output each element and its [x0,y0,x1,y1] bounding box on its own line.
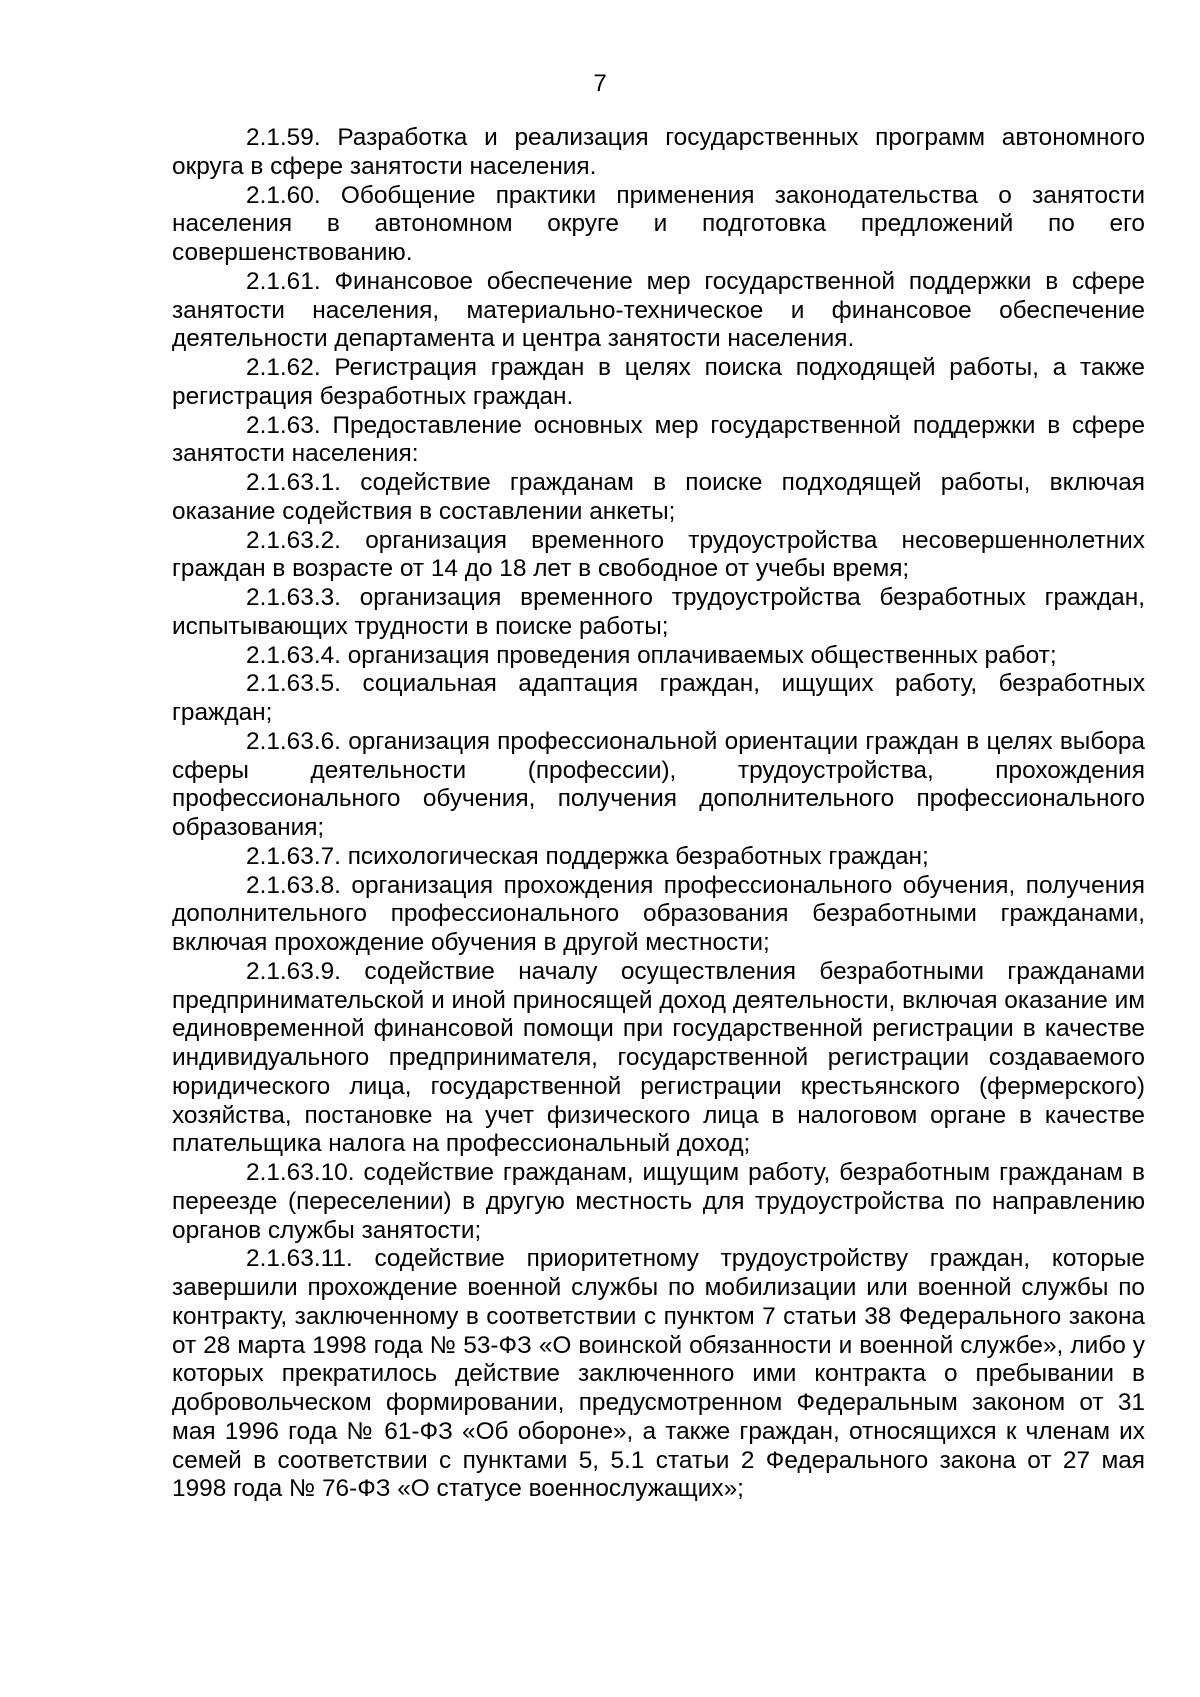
clause-text: содействие гражданам, ищущим работу, безработным гражданам в переезде (переселении) в другую местность для трудоустройства по направлению органов службы занятости; [172,1159,1145,1244]
page-number: 7 [593,70,607,97]
clause-number: 2.1.62. [246,354,321,381]
clause-number: 2.1.63.7. [246,842,341,870]
clause-text: Разработка и реализация государственных программ автономного округа в сфере занятости населения. [172,124,1146,180]
paragraph-2-1-62 [172,354,1145,412]
clause-number: 2.1.59. [246,124,321,151]
paragraph-2-1-61 [172,268,1145,354]
clause-number: 2.1.63.2. [246,526,341,554]
clause-text: организация проведения оплачиваемых общественных работ; [347,641,1057,669]
clause-text: содействие гражданам в поиске подходящей работы, включая оказание содействия в составлении анкеты; [172,469,1145,525]
clause-number: 2.1.63.9. [246,957,341,985]
clause-text: содействие началу осуществления безработными гражданами предпринимательской и иной приносящей доход деятельности, включая оказание им единовременной финансовой помощи при государственной регистрации в качестве индивидуального предпринимателя, государственной регистрации создаваемого юридического лица, государственной регистрации крестьянского (фермерского) хозяйства, постановке на учет физического лица в налоговом органе в качестве плательщика налога на профессиональный доход; [172,957,1145,1158]
clause-text: социальная адаптация граждан, ищущих работу, безработных граждан; [172,670,1146,726]
clause-number: 2.1.63.8. [246,871,341,899]
document-body [172,124,1145,1504]
paragraph-2-1-63-9 [172,958,1145,1159]
paragraph-2-1-63-6 [172,728,1145,843]
paragraph-2-1-60 [172,182,1145,268]
paragraph-2-1-63-4 [172,642,1145,671]
clause-text: организация временного трудоустройства безработных граждан, испытывающих трудности в поиске работы; [172,584,1145,640]
clause-number: 2.1.60. [246,181,321,209]
clause-number: 2.1.61. [246,267,321,295]
clause-number: 2.1.63.4. [246,641,341,669]
clause-text: Регистрация граждан в целях поиска подходящей работы, а также регистрация безработных граждан. [172,354,1145,410]
paragraph-2-1-63 [172,412,1145,470]
paragraph-2-1-63-10 [172,1159,1145,1245]
clause-text: организация прохождения профессионального обучения, получения дополнительного профессионального образования безработными гражданами, включая прохождение обучения в другой местности; [172,871,1145,956]
clause-text: Предоставление основных мер государственной поддержки в сфере занятости населения: [172,411,1146,468]
clause-number: 2.1.63.5. [246,670,341,698]
paragraph-2-1-63-2 [172,527,1145,585]
clause-number: 2.1.63.1. [246,469,341,496]
clause-number: 2.1.63.3. [246,584,341,611]
clause-number: 2.1.63.11. [246,1245,353,1273]
clause-number: 2.1.63. [246,411,321,439]
paragraph-2-1-63-3 [172,584,1145,642]
clause-number: 2.1.63.10. [246,1159,355,1186]
paragraph-2-1-63-11 [172,1245,1145,1504]
clause-text: психологическая поддержка безработных граждан; [347,842,929,870]
paragraph-2-1-63-7 [172,843,1145,872]
clause-text: организация временного трудоустройства несовершеннолетних граждан в возрасте от 14 до 18 лет в свободное от учебы время; [172,526,1145,583]
clause-text: Обобщение практики применения законодательства о занятости населения в автономном округе и подготовка предложений по его совершенствованию. [172,181,1146,266]
clause-text: Финансовое обеспечение мер государственной поддержки в сфере занятости населения, материально-техническое и финансовое обеспечение деятельности департамента и центра занятости населения. [172,267,1145,353]
clause-number: 2.1.63.6. [246,727,341,755]
clause-text: содействие приоритетному трудоустройству граждан, которые завершили прохождение военной службы по мобилизации или военной службы по контракту, заключенному в соответствии с пунктом 7 статьи 38 Федерального закона от 28 марта 1998 года № 53-ФЗ «О воинской обязанности и военной службе», либо у которых прекратилось действие заключенного ими контракта о пребывании в добровольческом формировании, предусмотренном Федеральным законом от 31 мая 1996 года № 61-ФЗ «Об обороне», а также граждан, относящихся к членам их семей в соответствии с пунктами 5, 5.1 статьи 2 Федерального закона от 27 мая 1998 года № 76-ФЗ «О статусе военнослужащих»; [172,1245,1145,1503]
paragraph-2-1-63-8 [172,872,1145,958]
paragraph-2-1-63-5 [172,670,1145,728]
paragraph-2-1-63-1 [172,469,1145,527]
paragraph-2-1-59 [172,124,1145,182]
clause-text: организация профессиональной ориентации граждан в целях выбора сферы деятельности (профессии), трудоустройства, прохождения профессионального обучения, получения дополнительного профессионального образования; [172,727,1145,841]
